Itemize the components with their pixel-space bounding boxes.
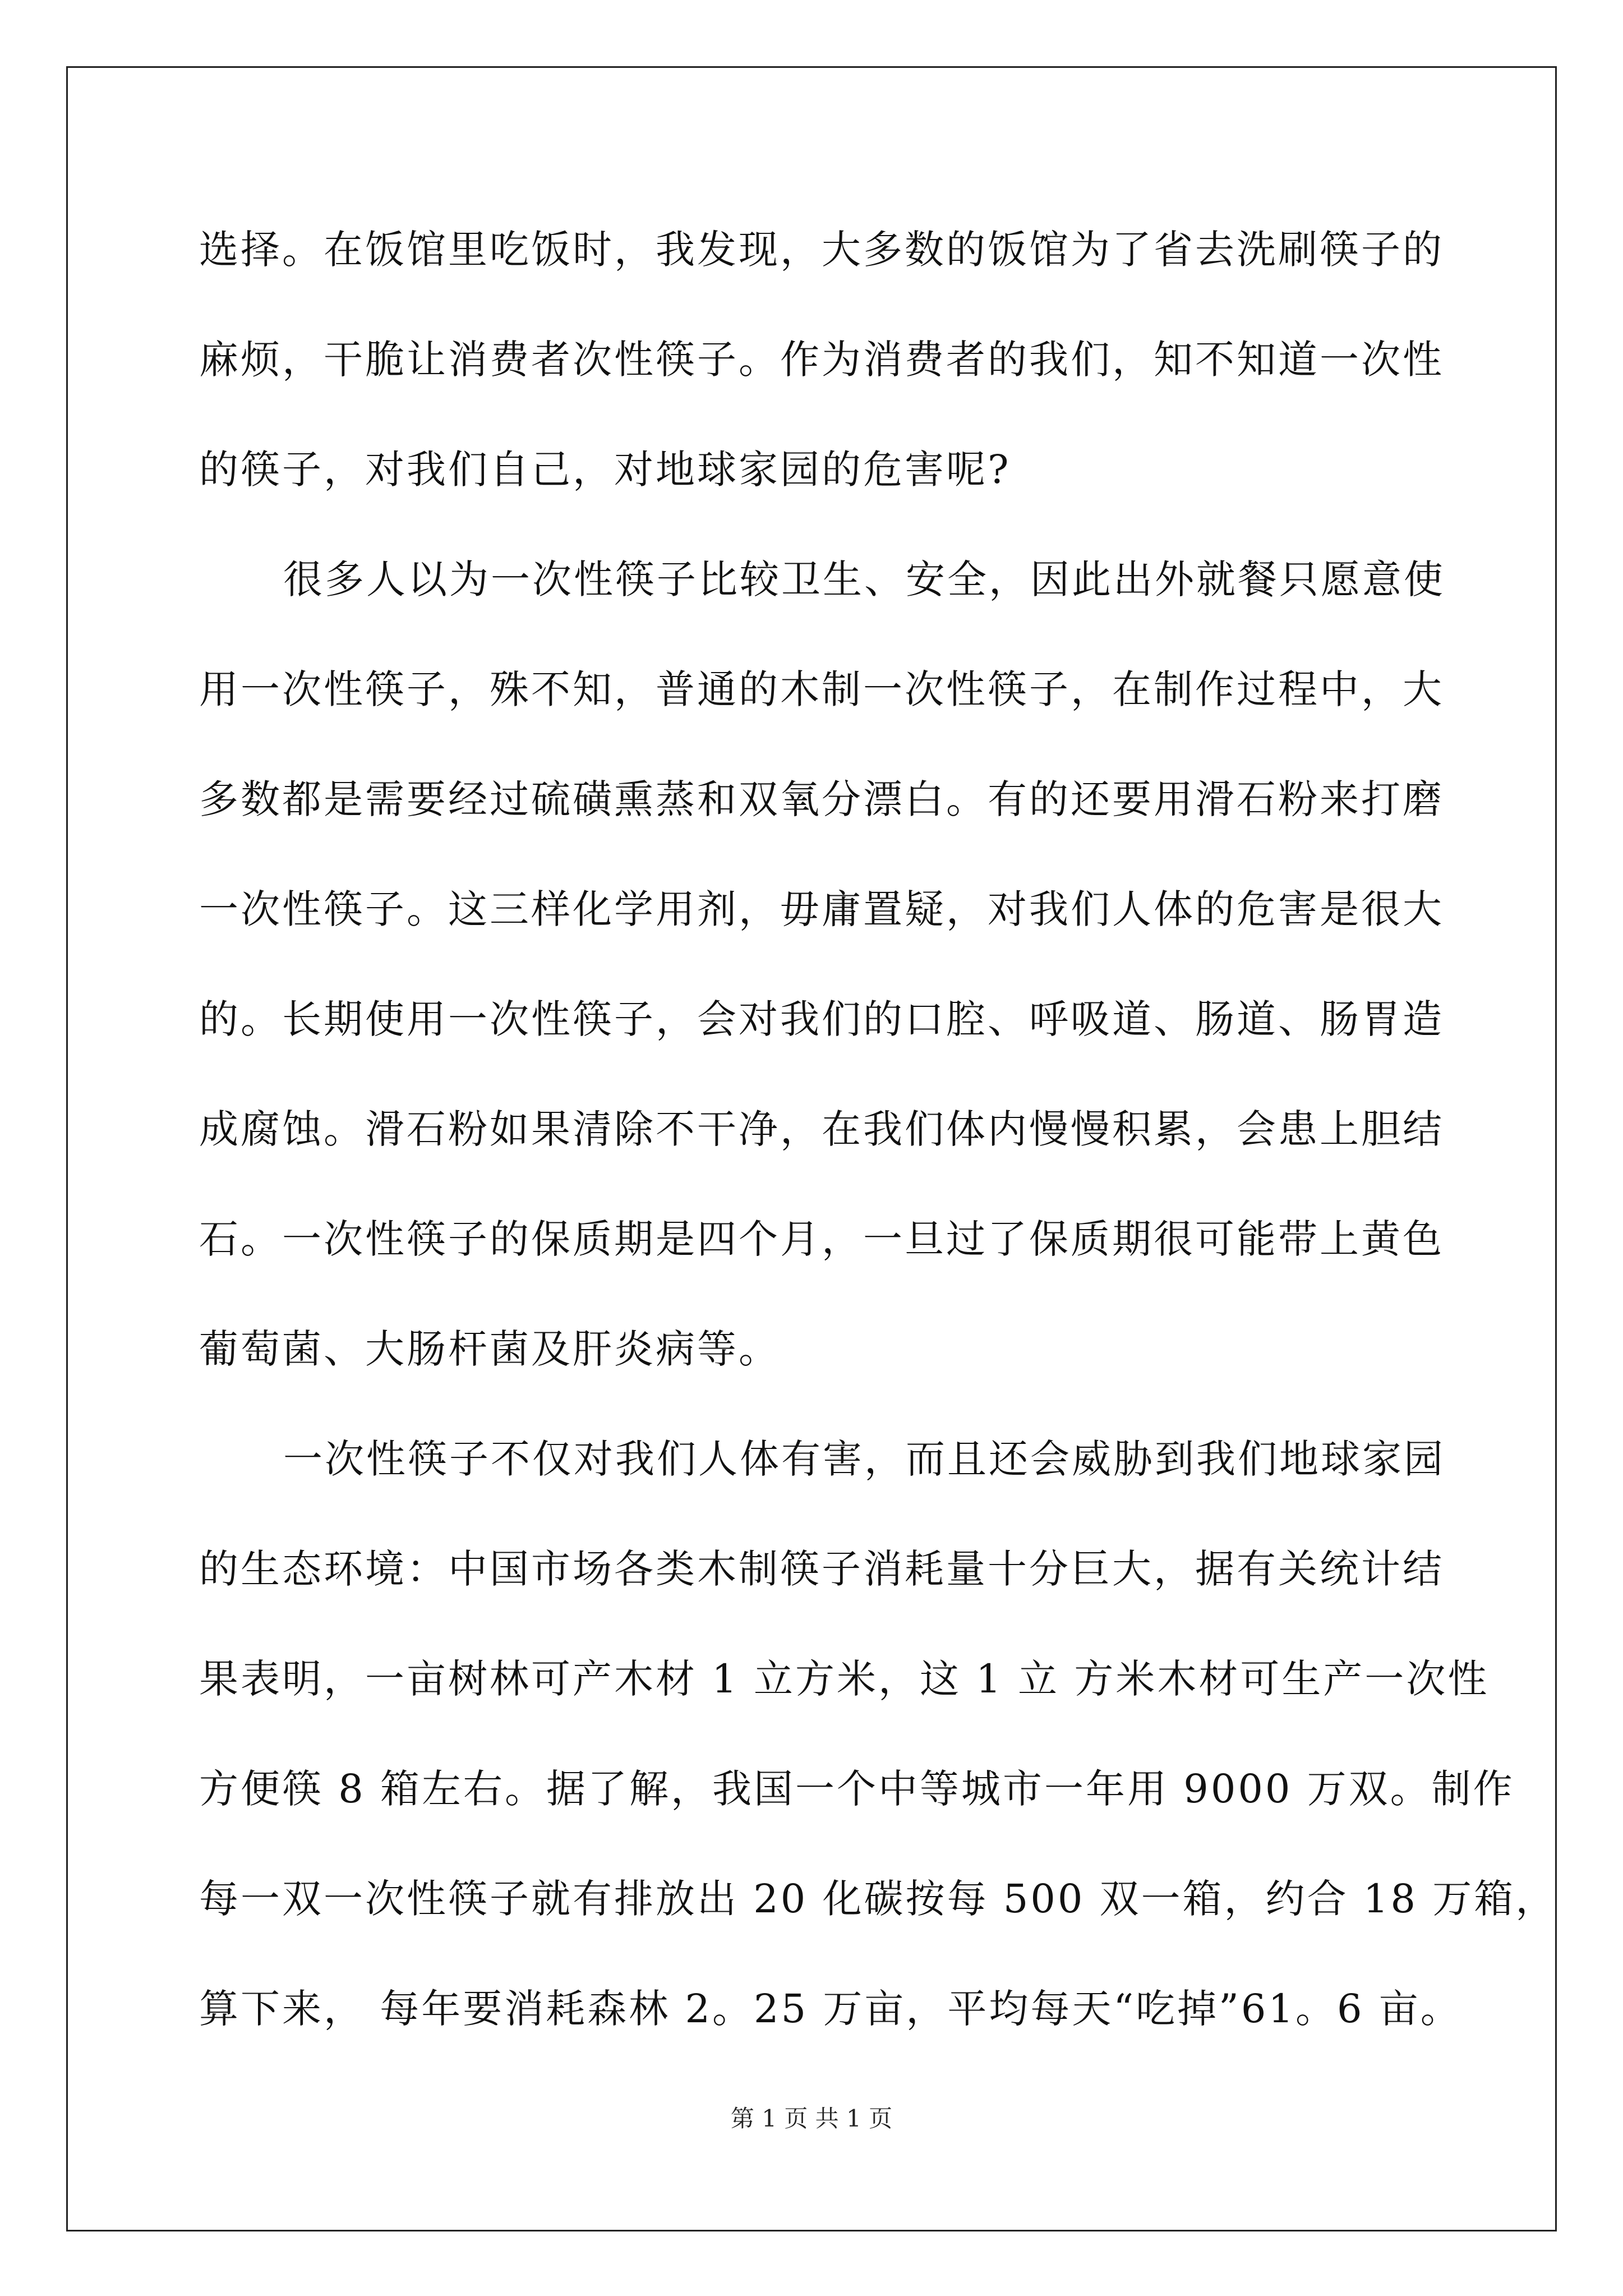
text-line: 每一双一次性筷子就有排放出 20 化碳按每 500 双一箱，约合 18 万箱， — [199, 1876, 1557, 1922]
paragraph-first-line: 很多人以为一次性筷子比较卫生、安全，因此出外就餐只愿意使 — [283, 556, 1445, 602]
text-line: 算下来， 每年要消耗森林 2。25 万亩，平均每天“吃掉”61。6 亩。 — [199, 1986, 1462, 2032]
text-line: 方便筷 8 箱左右。据了解，我国一个中等城市一年用 9000 万双。制作 — [199, 1766, 1515, 1812]
text-line: 石。一次性筷子的保质期是四个月，一旦过了保质期很可能带上黄色 — [199, 1216, 1444, 1262]
text-line: 的生态环境：中国市场各类木制筷子消耗量十分巨大，据有关统计结 — [199, 1546, 1444, 1592]
text-line: 多数都是需要经过硫磺熏蒸和双氧分漂白。有的还要用滑石粉来打磨 — [199, 776, 1444, 822]
document-body — [199, 222, 1557, 2091]
text-line: 果表明，一亩树林可产木材 1 立方米，这 1 立 方米木材可生产一次性 — [199, 1656, 1490, 1702]
text-line: 选择。在饭馆里吃饭时，我发现，大多数的饭馆为了省去洗刷筷子的 — [199, 227, 1444, 273]
text-line: 成腐蚀。滑石粉如果清除不干净，在我们体内慢慢积累，会患上胆结 — [199, 1106, 1444, 1152]
text-line: 的筷子，对我们自己，对地球家园的危害呢? — [199, 447, 1011, 493]
text-line: 一次性筷子。这三样化学用剂，毋庸置疑，对我们人体的危害是很大 — [199, 886, 1444, 932]
paragraph-first-line: 一次性筷子不仅对我们人体有害，而且还会威胁到我们地球家园 — [283, 1436, 1445, 1482]
page-footer: 第 1 页 共 1 页 — [730, 2105, 893, 2132]
text-line: 用一次性筷子，殊不知，普通的木制一次性筷子，在制作过程中，大 — [199, 666, 1444, 712]
text-line: 麻烦，干脆让消费者次性筷子。作为消费者的我们，知不知道一次性 — [199, 337, 1444, 383]
text-line: 葡萄菌、大肠杆菌及肝炎病等。 — [199, 1326, 780, 1372]
text-line: 的。长期使用一次性筷子，会对我们的口腔、呼吸道、肠道、肠胃造 — [199, 996, 1444, 1042]
